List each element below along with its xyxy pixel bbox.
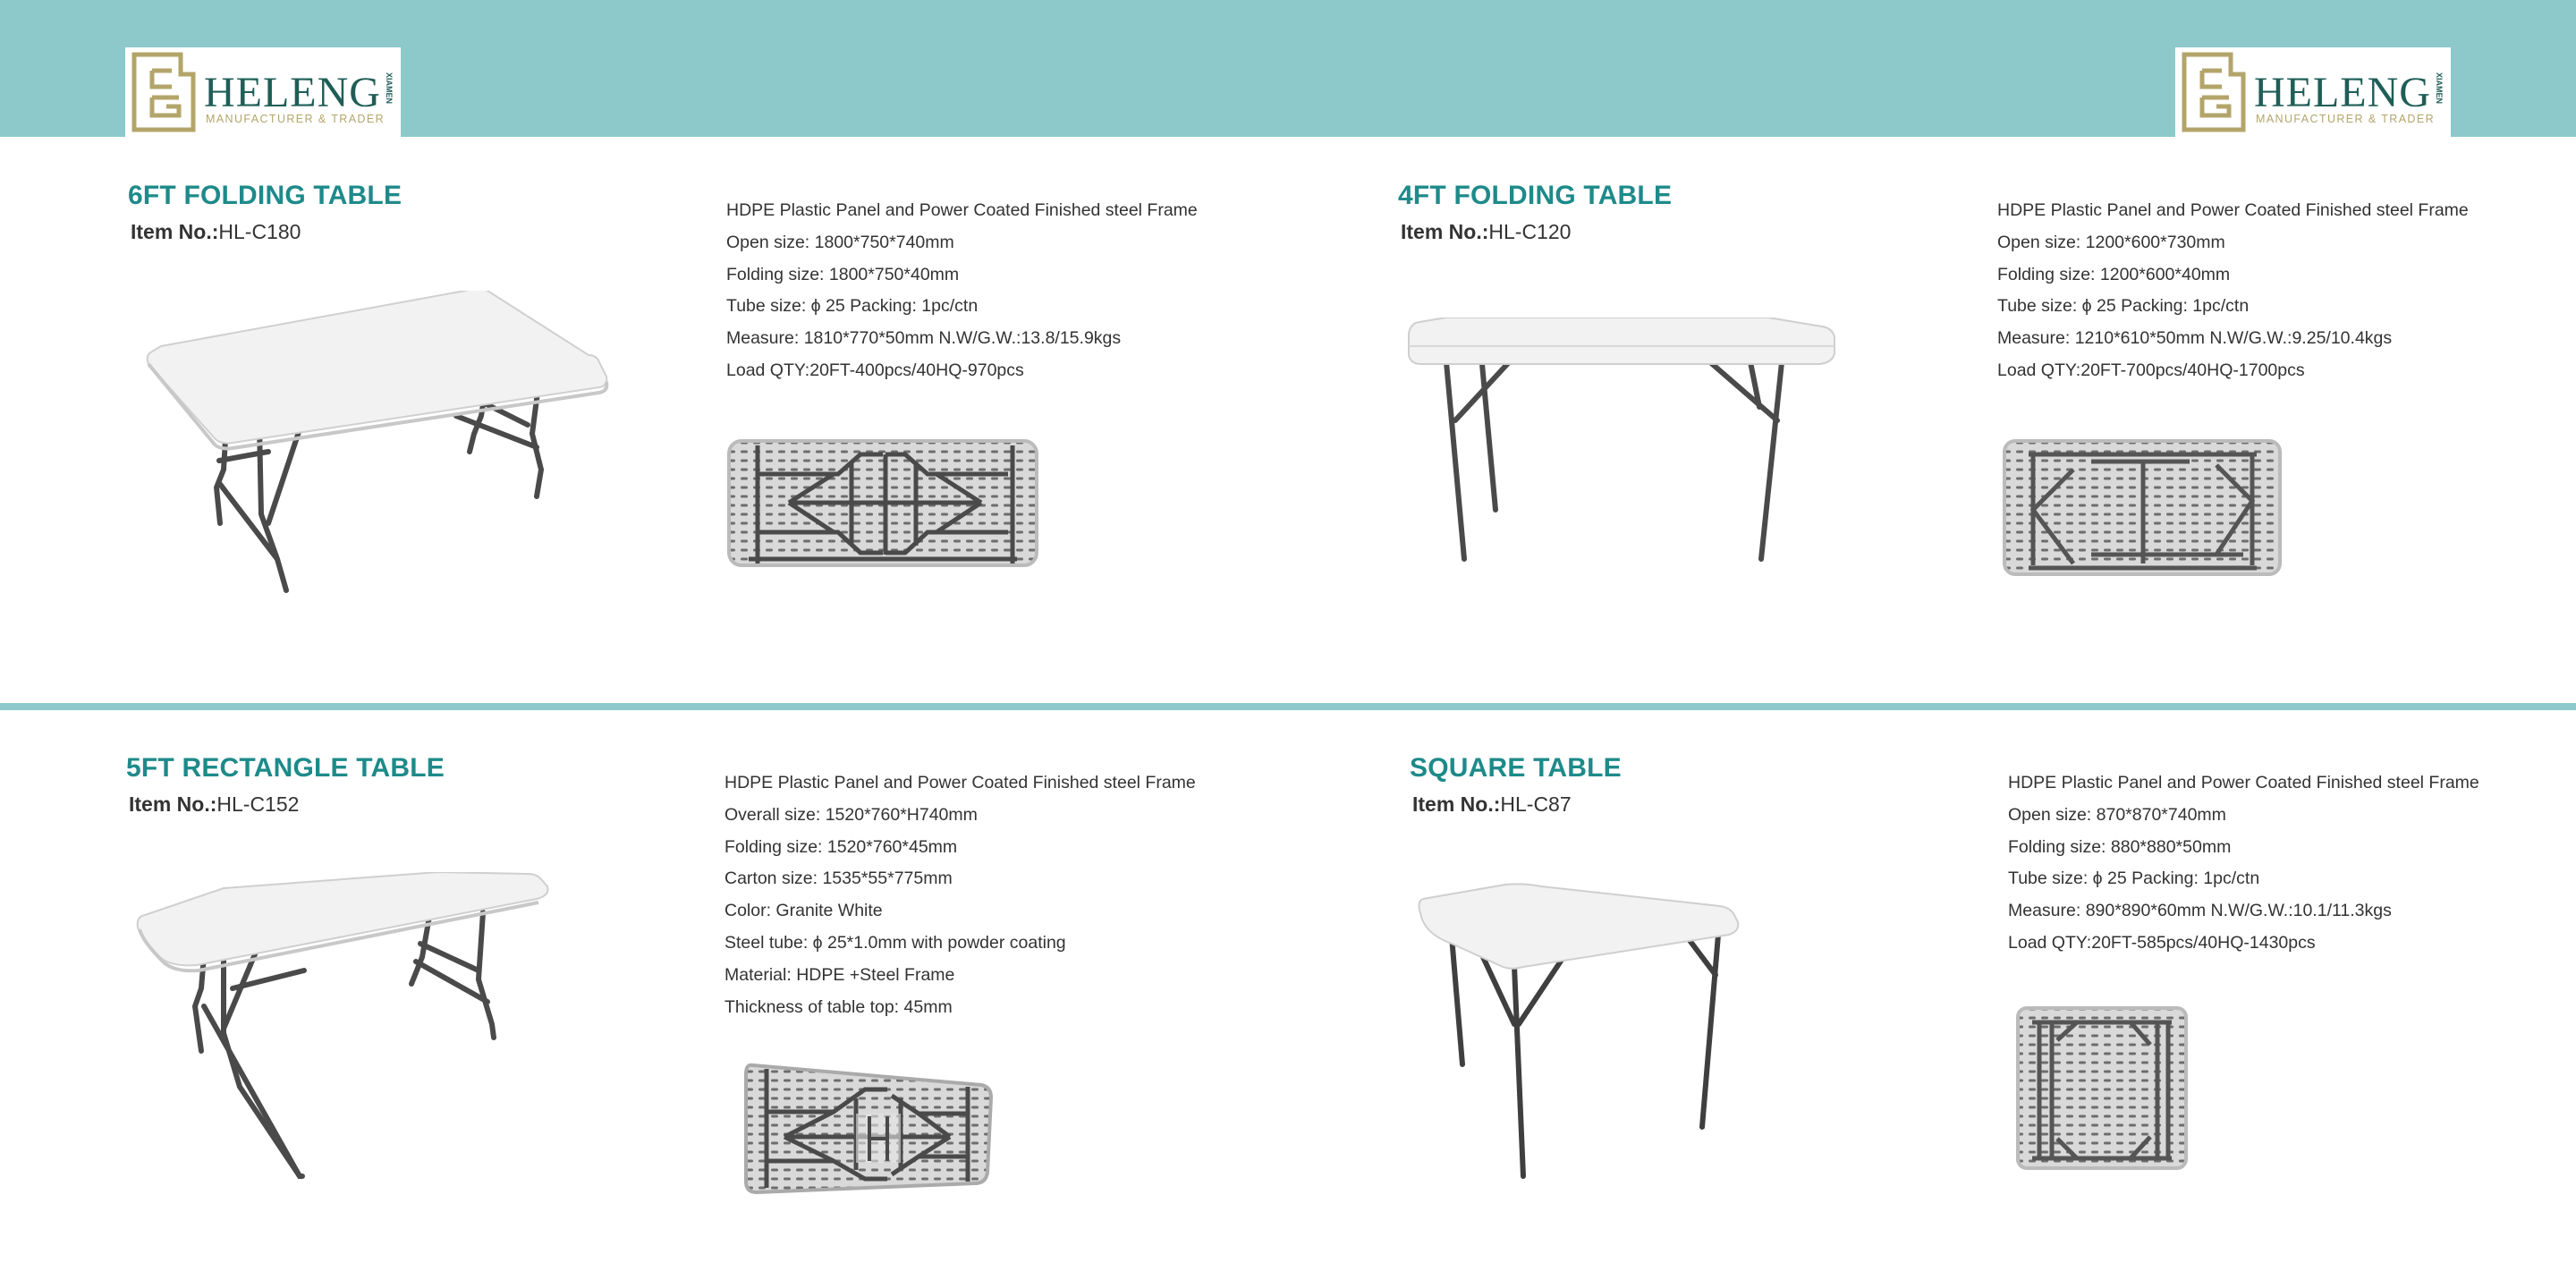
product-image-folded — [2002, 438, 2283, 577]
spec-line: Measure: 1210*610*50mm N.W/G.W.:9.25/10.4kgs — [1997, 328, 2393, 349]
spec-line: Folding size: 880*880*50mm — [2008, 836, 2232, 857]
spec-line: Open size: 1800*750*740mm — [726, 232, 954, 252]
product-image-folded — [2014, 1004, 2190, 1172]
product-image-open — [1393, 318, 1840, 564]
product-title: 4FT FOLDING TABLE — [1398, 181, 1673, 210]
spec-line: Measure: 1810*770*50mm N.W/G.W.:13.8/15.9kgs — [726, 328, 1122, 349]
spec-list — [724, 767, 1196, 1023]
brand-logo-left — [125, 47, 401, 137]
logo-mark-icon — [134, 55, 193, 130]
spec-list — [1997, 195, 2469, 387]
spec-line: Load QTY:20FT-585pcs/40HQ-1430pcs — [2008, 932, 2316, 953]
brand-city: XIAMEN — [2435, 72, 2444, 105]
product-image-open — [134, 291, 617, 599]
spec-line: Load QTY:20FT-700pcs/40HQ-1700pcs — [1997, 360, 2305, 380]
spec-line: Folding size: 1520*760*45mm — [724, 836, 958, 857]
item-label: Item No.: — [1412, 792, 1501, 816]
spec-line: Load QTY:20FT-400pcs/40HQ-970pcs — [726, 360, 1024, 380]
spec-line: Tube size: ϕ 25 Packing: 1pc/ctn — [1997, 296, 2250, 317]
item-label: Item No.: — [131, 220, 219, 243]
product-title: 5FT RECTANGLE TABLE — [126, 753, 445, 783]
item-label: Item No.: — [129, 792, 217, 816]
spec-line: HDPE Plastic Panel and Power Coated Finished steel Frame — [1997, 200, 2469, 220]
item-code: HL-C152 — [216, 792, 300, 816]
brand-tagline: MANUFACTURER & TRADER — [206, 113, 386, 125]
spec-line: Open size: 870*870*740mm — [2008, 804, 2226, 825]
item-code: HL-C120 — [1488, 220, 1572, 243]
brand-logo-right — [2175, 47, 2451, 137]
spec-line: HDPE Plastic Panel and Power Coated Finished steel Frame — [2008, 773, 2479, 792]
spec-line: Thickness of table top: 45mm — [724, 996, 953, 1017]
spec-line: Material: HDPE +Steel Frame — [724, 964, 955, 985]
product-image-open — [134, 872, 555, 1185]
spec-list — [2008, 767, 2479, 960]
spec-line: Open size: 1200*600*730mm — [1997, 232, 2225, 252]
product-image-open — [1416, 881, 1747, 1181]
product-title: SQUARE TABLE — [1410, 753, 1622, 783]
spec-line: Tube size: ϕ 25 Packing: 1pc/ctn — [2008, 869, 2260, 889]
item-code: HL-C180 — [218, 220, 301, 243]
spec-line: Steel tube: ϕ 25*1.0mm with powder coating — [724, 932, 1066, 953]
spec-line: Color: Granite White — [724, 901, 883, 921]
brand-name: HELENG — [2254, 69, 2431, 116]
spec-line: Folding size: 1200*600*40mm — [1997, 264, 2231, 284]
spec-list — [726, 195, 1198, 387]
item-number — [131, 220, 301, 244]
spec-line: Folding size: 1800*750*40mm — [726, 264, 960, 284]
brand-tagline: MANUFACTURER & TRADER — [2256, 113, 2436, 125]
spec-line: Measure: 890*890*60mm N.W/G.W.:10.1/11.3kgs — [2008, 901, 2392, 921]
spec-line: Tube size: ϕ 25 Packing: 1pc/ctn — [726, 296, 979, 317]
spec-line: Overall size: 1520*760*H740mm — [724, 804, 978, 825]
item-number — [1401, 220, 1571, 244]
section-divider — [0, 703, 2576, 710]
product-image-folded — [744, 1058, 993, 1194]
spec-line: Carton size: 1535*55*775mm — [724, 869, 953, 889]
spec-line: HDPE Plastic Panel and Power Coated Finished steel Frame — [724, 773, 1196, 792]
item-number — [1412, 792, 1572, 817]
logo-mark-icon — [2184, 55, 2243, 130]
spec-line: HDPE Plastic Panel and Power Coated Finished steel Frame — [726, 200, 1198, 220]
product-title: 6FT FOLDING TABLE — [128, 181, 402, 210]
brand-city: XIAMEN — [385, 72, 394, 105]
item-number — [129, 792, 299, 817]
brand-name: HELENG — [204, 69, 381, 116]
item-label: Item No.: — [1401, 220, 1489, 243]
product-image-folded — [726, 438, 1039, 568]
item-code: HL-C87 — [1500, 792, 1572, 816]
